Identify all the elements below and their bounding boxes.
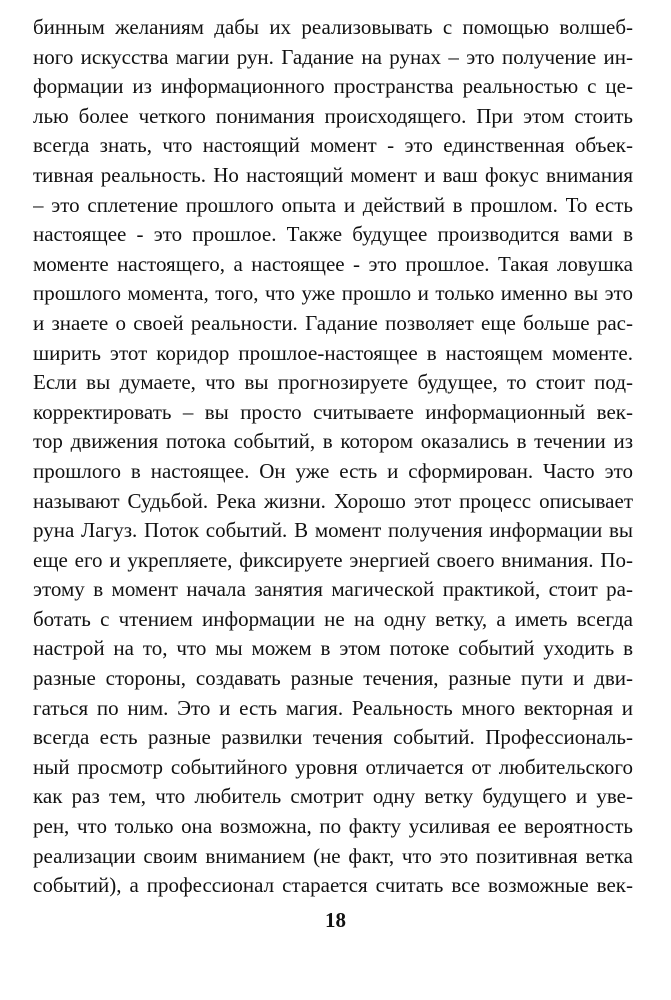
text-line: всегда знать, что настоящий момент - это единственная объек- — [33, 133, 633, 158]
text-line: называют Судьбой. Река жизни. Хорошо этот процесс описывает — [33, 488, 633, 513]
text-line: Если вы думаете, что вы прогнозируете будущее, то стоит под- — [33, 370, 633, 395]
page-number: 18 — [325, 908, 346, 932]
text-line: ширить этот коридор прошлое-настоящее в настоящем моменте. — [33, 340, 633, 365]
text-line: формации из информационного пространства реальностью с це- — [33, 74, 633, 99]
text-line: моменте настоящего, а настоящее - это прошлое. Такая ловушка — [33, 251, 633, 276]
text-line: всегда есть разные развилки течения событий. Профессиональ- — [33, 725, 633, 750]
text-line: гаться по ним. Это и есть магия. Реальность много векторная и — [33, 695, 633, 720]
text-line: и знаете о своей реальности. Гадание позволяет еще больше рас- — [33, 310, 633, 335]
text-line: настоящее - это прошлое. Также будущее производится вами в — [33, 222, 633, 247]
text-line: корректировать – вы просто считываете информационный век- — [33, 399, 633, 424]
text-line: ботать с чтением информации не на одну ветку, а иметь всегда — [33, 606, 633, 631]
text-line: прошлого момента, того, что уже прошло и только именно вы это — [33, 281, 633, 306]
text-line: тивная реальность. Но настоящий момент и ваш фокус внимания — [33, 162, 633, 187]
text-line: лью более четкого понимания происходящего. При этом стоить — [33, 103, 633, 128]
text-line: ного искусства магии рун. Гадание на рунах – это получение ин- — [33, 44, 633, 69]
text-line: бинным желаниям дабы их реализовывать с помощью волшеб- — [33, 15, 633, 39]
text-line: как раз тем, что любитель смотрит одну ветку будущего и уве- — [33, 784, 633, 809]
text-line: – это сплетение прошлого опыта и действий в прошлом. То есть — [33, 192, 633, 217]
text-line: ный просмотр событийного уровня отличается от любительского — [33, 754, 633, 779]
text-line: еще его и укрепляете, фиксируете энергией своего внимания. По- — [33, 547, 633, 572]
text-line: настрой на то, что мы можем в этом потоке событий уходить в — [33, 636, 633, 661]
text-line: этому в момент начала занятия магической практикой, стоит ра- — [33, 577, 633, 602]
text-line: руна Лагуз. Поток событий. В момент получения информации вы — [33, 518, 633, 543]
text-line: прошлого в настоящее. Он уже есть и сформирован. Часто это — [33, 458, 633, 483]
text-line: событий), а профессионал старается считать все возможные век- — [33, 873, 633, 898]
text-line: тор движения потока событий, в котором оказались в течении из — [33, 429, 633, 454]
text-line: реализации своим вниманием (не факт, что это позитивная ветка — [33, 843, 633, 868]
text-line: рен, что только она возможна, по факту усиливая ее вероятность — [33, 814, 633, 839]
text-line: разные стороны, создавать разные течения, разные пути и дви- — [33, 666, 633, 691]
body-text — [33, 13, 633, 901]
